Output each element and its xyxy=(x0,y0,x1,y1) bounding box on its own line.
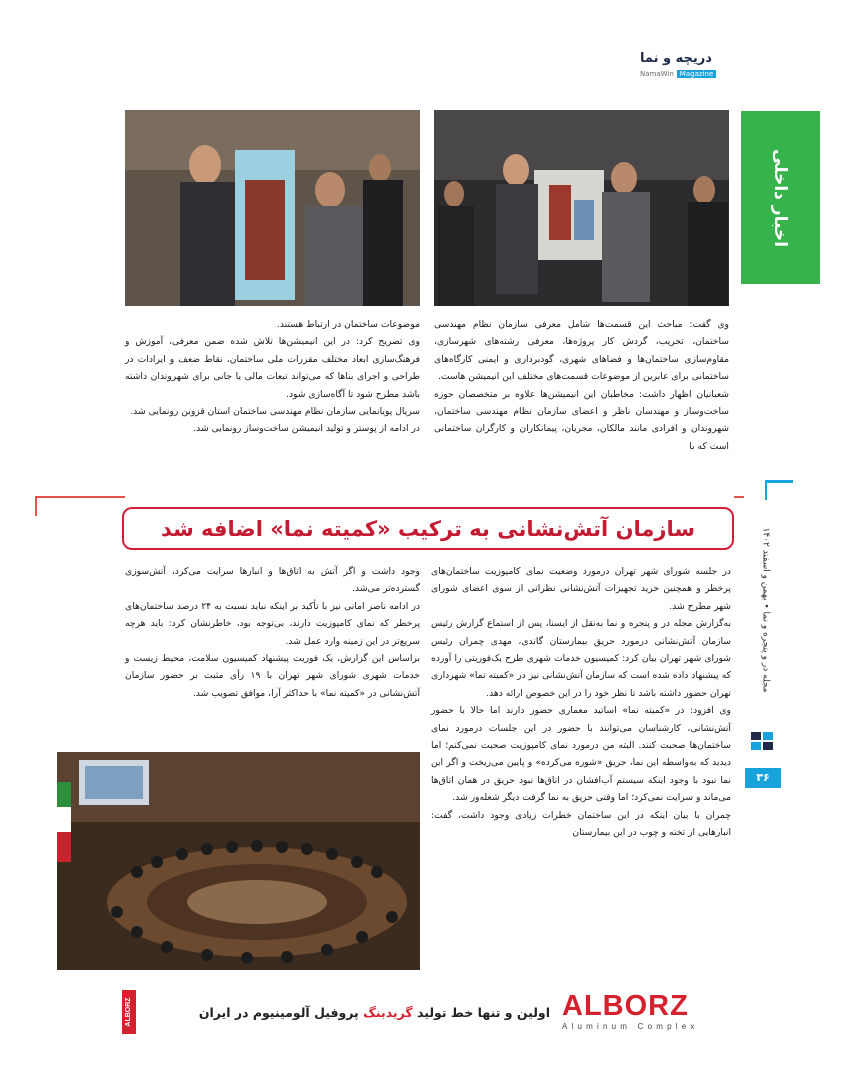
paragraph: در ادامه از پوستر و تولید انیمیشن ساخت‌وساز رونمایی شد. xyxy=(193,423,420,435)
rail-divider xyxy=(765,480,793,483)
section-label: اخبار داخلی xyxy=(770,148,791,247)
paragraph: وی گفت: مباحث این قسمت‌ها شامل معرفی سازمان نظام مهندسی ساختمان، تخریب، گردش کار پروژه‌ها، معرفی رشته‌های شهرسازی، مقاوم‌سازی ساختمان‌ها و فضاهای شهری، گودبرداری و ایمنی کارگاه‌های ساختمانی برای عابرین از موضوعات قسمت‌های مختلف این انیمیشن هاست. xyxy=(434,319,729,383)
photo-poster-unveiling xyxy=(434,110,729,306)
issue-info: مجله در و پنجره و نما • بهمن و اسفند ۱۴۰۲ xyxy=(760,527,770,693)
paragraph: در جلسه شورای شهر تهران درمورد وضعیت نمای کامپوزیت ساختمان‌های پرخطر و همچنین خرید تجهیزات آتش‌نشانی نظراتی از سوی اعضای شورای شهر مطرح شد. xyxy=(431,566,731,612)
ad-tagline-highlight: گریدبنگ xyxy=(363,1005,413,1020)
paragraph: سریال پویانمایی سازمان نظام مهندسی ساختمان استان قزوین رونمایی شد. xyxy=(130,406,420,418)
ad-brand-logo: ALBORZ xyxy=(562,990,689,1022)
photo-poster-signing xyxy=(125,110,420,306)
paragraph: وی افزود: در «کمیته نما» اساتید معماری حضور دارند اما حالا با حضور آتش‌نشانی، کارشناسان می‌توانند با حضور در این جلسات درمورد نمای ساختمان‌ها صحبت کنند. البته من درمورد نمای کامپوزیت صحبت نمی‌کنم؛ اما دیدید که به‌واسطه این نما، حریق «شوره می‌کرده» و پایین می‌ریخت و اگر این نما نبود با وجود اینکه سیستم آب‌افشان در اتاق‌ها نبود حریق در همان اتاق‌ها می‌ماند و سرایت نمی‌کرد؛ اما وقتی حریق به نما گرفت دیگر شعله‌ور شد. xyxy=(431,705,731,804)
ad-vertical-text: ALBORZ xyxy=(125,997,132,1027)
top-article-left-column xyxy=(125,316,420,486)
paragraph: وی تصریح کرد: در این انیمیشن‌ها تلاش شده ضمن معرفی، آموزش و فرهنگ‌سازی ابعاد مختلف مقررات ملی ساختمان، نقاط ضعف و ایرادات در طراحی و اجرای بناها که می‌تواند تبعات مالی یا جانی برای شهروندان داشته باشد مطرح شود تا آگاه‌سازی شود. xyxy=(125,336,420,400)
paragraph: چمران با بیان اینکه در این ساختمان خطرات زیادی وجود داشت، گفت: انبارهایی از تخته و چوب در این بیمارستان xyxy=(431,809,731,839)
paragraph: به‌گزارش مجله در و پنجره و نما به‌نقل از ایسنا، پس از استماع گزارش رئیس سازمان آتش‌نشانی درمورد حریق بیمارستان گاندی، مهدی چمران رئیس شورای شهر تهران بیان کرد: کمیسیون خدمات شهری طرح یک‌فوریتی را آورده که پیشنهاد داده شده است که سازمان آتش‌نشانی نیز در «کمیته نما» شهرداری تهران حضور داشته باشد تا نظر خود را در این خصوص ارائه دهد. xyxy=(431,618,731,699)
magazine-logo-text: دریچه و نما xyxy=(640,51,712,66)
advertisement-bar xyxy=(110,990,730,1040)
ad-brand-subtitle: Aluminum Complex xyxy=(562,1022,699,1031)
magazine-logo-subtitle xyxy=(640,68,740,80)
side-rail xyxy=(745,480,805,800)
article-headline: سازمان آتش‌نشانی به ترکیب «کمیته نما» اضافه شد xyxy=(160,516,696,541)
section-tab xyxy=(741,111,820,284)
brand-name: NamaWin xyxy=(640,70,674,78)
paragraph: وجود داشت و اگر آتش به اتاق‌ها و انبارها سرایت می‌کرد، آتش‌سوزی گسترده‌تر می‌شد. xyxy=(125,566,420,595)
ad-tagline xyxy=(130,1002,550,1024)
paragraph: شعبانیان اظهار داشت: مخاطبان این انیمیشن‌ها علاوه بر متخصصان حوزه ساخت‌وساز و مهندسان ناظر و اعضای سازمان نظام مهندسی ساختمان، شهروندان و افرادی مانند مالکان، مجریان، پیمانکاران و کارگران ساختمانی است که با xyxy=(434,388,729,452)
magazine-badge: Magazine xyxy=(677,70,716,78)
rail-divider-vertical xyxy=(765,480,767,500)
headline-rule-vertical xyxy=(35,496,37,516)
top-article-right-column xyxy=(434,316,729,486)
ad-tagline-post: پروفیل آلومینیوم در ایران xyxy=(198,1005,359,1020)
magazine-mini-logo-icon xyxy=(749,728,775,754)
paragraph: در ادامه ناصر امانی نیز با تأکید بر اینکه نباید نسبت به ۲۴ درصد ساختمان‌های پرخطر که نمای کامپوزیت دارند، بی‌توجه بود، خاطرنشان کرد: باید هرچه سریع‌تر در این زمینه وارد عمل شد. xyxy=(125,600,420,647)
headline-box xyxy=(122,507,734,550)
magazine-masthead xyxy=(640,50,740,80)
main-article-left-column xyxy=(125,563,420,743)
headline-rule-right xyxy=(734,496,744,498)
page-number: ۳۶ xyxy=(745,768,781,788)
paragraph: موضوعات ساختمان در ارتباط هستند. xyxy=(276,319,420,330)
main-article-right-column xyxy=(431,563,731,983)
ad-tagline-pre: اولین و تنها خط تولید xyxy=(417,1005,550,1020)
headline-rule xyxy=(35,496,125,498)
photo-city-council-session xyxy=(57,752,420,970)
paragraph: براساس این گزارش، یک فوریت پیشنهاد کمیسیون سلامت، محیط زیست و خدمات شهری شورای شهر تهران با ۱۹ رأی مثبت بر حضور سازمان آتش‌نشانی در «کمیته نما» با حداکثر آرا، موافق تصویب شد. xyxy=(125,653,420,699)
